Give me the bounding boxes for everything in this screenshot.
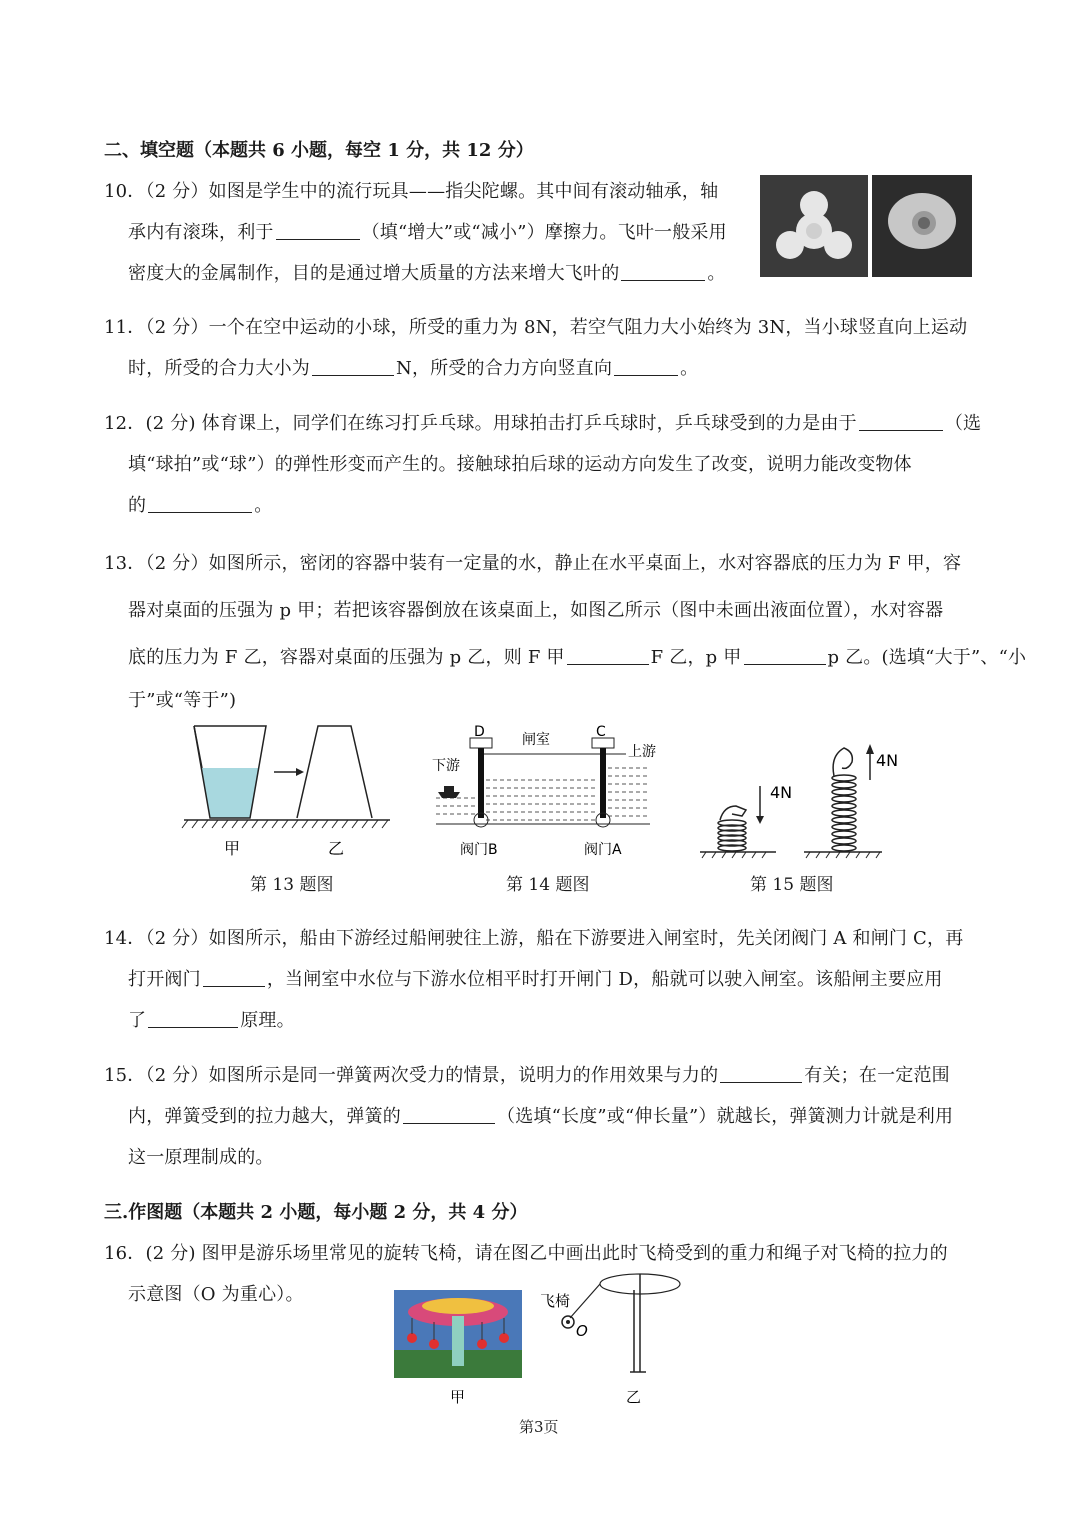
section-3-title: 三.作图题（本题共 2 小题，每小题 2 分，共 4 分）: [104, 1202, 528, 1223]
q11-line2: [128, 354, 698, 380]
fig14-gate-c: C: [596, 724, 606, 740]
answer-blank[interactable]: [744, 648, 826, 665]
fig15-caption: 第 15 题图: [750, 875, 834, 895]
fig14-downstream: 下游: [432, 758, 460, 774]
q13-line3: [128, 643, 1026, 669]
q10-line3: [128, 259, 726, 285]
q13-text: p 乙。(选填“大于”、“小: [827, 647, 1027, 668]
answer-blank[interactable]: [720, 1066, 802, 1083]
q14-line1: 14．（2 分）如图所示，船由下游经过船闸驶往上游，船在下游要进入闸室时，先关闭阀门 A 和闸门 C，再: [104, 928, 964, 949]
q10-line1: 10．（2 分）如图是学生中的流行玩具——指尖陀螺。其中间有滚动轴承，轴: [104, 181, 719, 202]
q11-text: N，所受的合力方向竖直向: [396, 358, 613, 379]
q12-text: 。: [254, 495, 273, 516]
fig13-caption: 第 13 题图: [250, 875, 334, 895]
q14-line2: [128, 965, 943, 991]
q10-text: 。: [707, 263, 726, 284]
q15-text: （选填“长度”或“伸长量”）就越长，弹簧测力计就是利用: [497, 1106, 954, 1127]
q13-text: 底的压力为 F 乙，容器对桌面的压强为 p 乙，则 F 甲: [128, 647, 565, 668]
q12-text: （选: [944, 413, 982, 434]
fig14-gate-d: D: [474, 724, 485, 740]
fig14-valve-b: 阀门B: [460, 842, 498, 858]
q15-text: 有关；在一定范围: [804, 1065, 950, 1086]
q14-text: 打开阀门: [128, 969, 201, 990]
answer-blank[interactable]: [567, 648, 649, 665]
answer-blank[interactable]: [621, 264, 705, 281]
answer-blank[interactable]: [276, 223, 360, 240]
section-2-title: 二、填空题（本题共 6 小题，每空 1 分，共 12 分）: [104, 140, 534, 161]
q12-line3: [128, 491, 272, 517]
figure-13: [180, 720, 400, 869]
q15-text: 15．（2 分）如图所示是同一弹簧两次受力的情景，说明力的作用效果与力的: [104, 1065, 719, 1086]
q13-line1: 13．（2 分）如图所示，密闭的容器中装有一定量的水，静止在水平桌面上，水对容器底的压力为 F 甲，容: [104, 553, 962, 574]
fig16-chair-label: 飞椅: [540, 1292, 571, 1310]
answer-blank[interactable]: [859, 414, 943, 431]
q15-line2: [128, 1102, 953, 1128]
q14-text: 了: [128, 1010, 147, 1031]
answer-blank[interactable]: [614, 359, 678, 376]
fig14-upstream: 上游: [628, 744, 656, 760]
answer-blank[interactable]: [148, 496, 252, 513]
q14-text: 原理。: [240, 1010, 295, 1031]
fig15-force-up: 4N: [876, 751, 899, 770]
figure-14: [430, 718, 670, 872]
figure-16: [394, 1260, 694, 1414]
fidget-spinner-photo: [760, 175, 972, 281]
q11-text: 时，所受的合力大小为: [128, 358, 310, 379]
page-number: 第3页: [519, 1418, 559, 1436]
q15-line3: 这一原理制成的。: [128, 1147, 274, 1168]
q15-text: 内，弹簧受到的拉力越大，弹簧的: [128, 1106, 401, 1127]
q10-text: 密度大的金属制作，目的是通过增大质量的方法来增大飞叶的: [128, 263, 620, 284]
q14-line3: [128, 1006, 295, 1032]
fig15-force-down: 4N: [770, 783, 793, 802]
figure-15: [696, 740, 899, 864]
answer-blank[interactable]: [203, 970, 265, 987]
q11-text: 。: [680, 358, 699, 379]
q15-line1: [104, 1061, 950, 1087]
fig16-label-a: 甲: [450, 1388, 466, 1406]
fig13-label-a: 甲: [224, 839, 241, 858]
q13-line2: 器对桌面的压强为 p 甲；若把该容器倒放在该桌面上，如图乙所示（图中未画出液面位置），水对容器: [128, 600, 944, 621]
q14-text: ，当闸室中水位与下游水位相平时打开闸门 D，船就可以驶入闸室。该船闸主要应用: [266, 969, 943, 990]
fig16-label-b: 乙: [626, 1388, 642, 1406]
q12-text: 的: [128, 495, 147, 516]
q13-text: F 乙，p 甲: [650, 647, 742, 668]
fig14-chamber: 闸室: [522, 732, 550, 748]
q10-line2: [128, 218, 727, 244]
answer-blank[interactable]: [148, 1011, 238, 1028]
q16-line2: 示意图（O 为重心）。: [128, 1284, 304, 1305]
q13-line4: 于”或“等于”): [128, 690, 237, 711]
q11-line1: 11．（2 分）一个在空中运动的小球，所受的重力为 8N，若空气阻力大小始终为 3N，当小球竖直向上运动: [104, 317, 968, 338]
answer-blank[interactable]: [403, 1107, 495, 1124]
q12-line1: [104, 409, 981, 435]
q10-text: 承内有滚珠，利于: [128, 222, 274, 243]
fig13-label-b: 乙: [328, 839, 345, 858]
q16-line1: 16．(2 分) 图甲是游乐场里常见的旋转飞椅，请在图乙中画出此时飞椅受到的重力和绳子对飞椅的拉力的: [104, 1243, 948, 1264]
fig16-o-label: O: [576, 1322, 588, 1340]
q12-text: 12．(2 分) 体育课上，同学们在练习打乒乓球。用球拍击打乒乓球时，乒乓球受到的力是由于: [104, 413, 857, 434]
fig14-caption: 第 14 题图: [506, 875, 590, 895]
q10-text: （填“增大”或“减小”）摩擦力。飞叶一般采用: [361, 222, 727, 243]
answer-blank[interactable]: [312, 359, 394, 376]
fig14-valve-a: 阀门A: [584, 842, 622, 858]
q12-line2: 填“球拍”或“球”）的弹性形变而产生的。接触球拍后球的运动方向发生了改变，说明力能改变物体: [128, 454, 912, 475]
